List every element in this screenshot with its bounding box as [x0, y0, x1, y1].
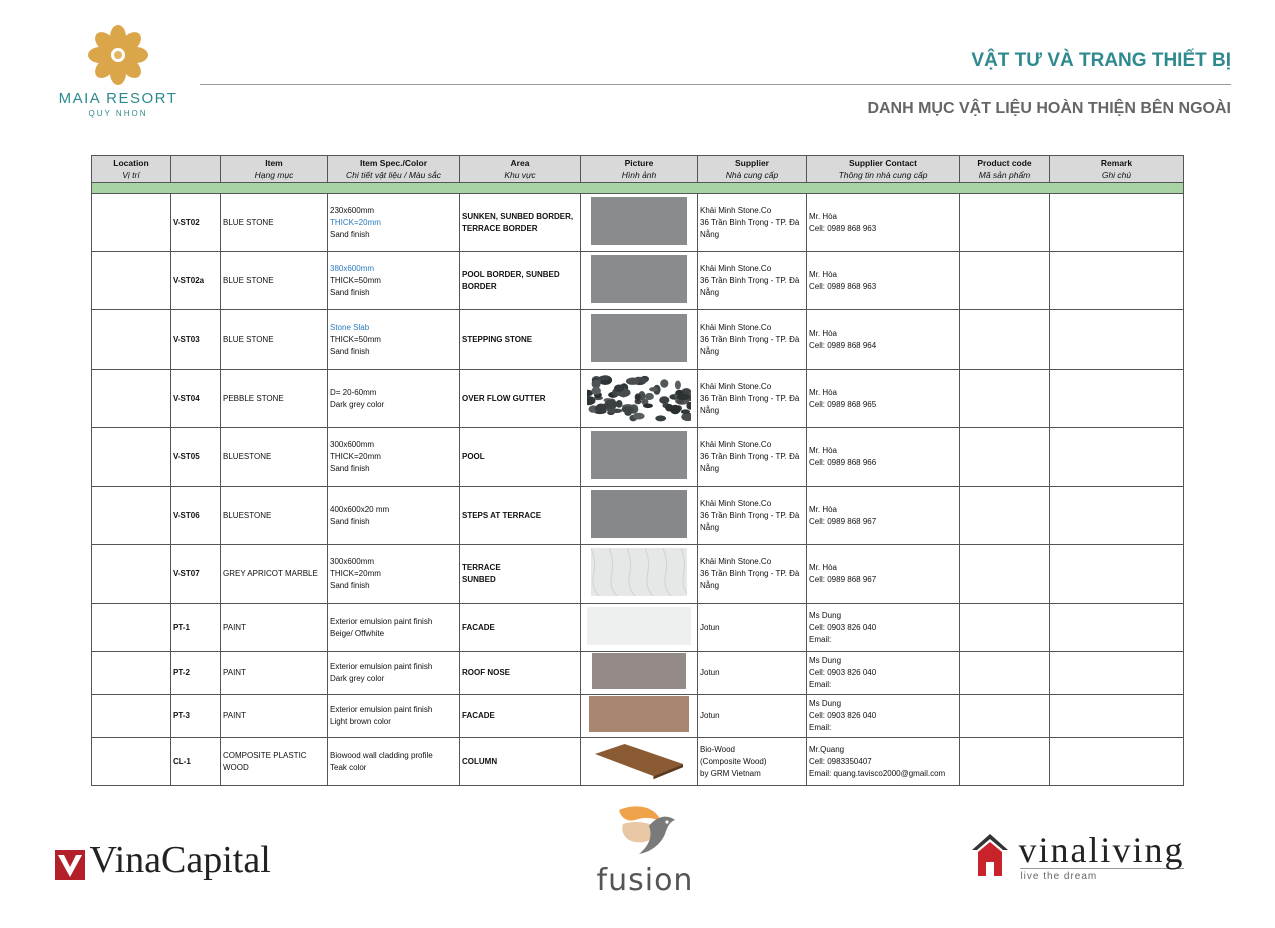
contact-line: Email:: [809, 634, 832, 644]
contact-line: Mr.Quang: [809, 744, 845, 754]
code-cell: V-ST04: [171, 370, 221, 428]
spec-line: 380x600mm: [330, 263, 375, 273]
contact-line: Cell: 0983350407: [809, 756, 872, 766]
contact-line: Cell: 0903 826 040: [809, 622, 877, 632]
supplier-line: Nẵng: [700, 405, 720, 415]
supplier-line: 36 Trần Bình Trọng - TP. Đà: [700, 334, 800, 344]
supplier-cell: [698, 252, 807, 310]
remark-cell: [1050, 695, 1184, 738]
fusion-text: fusion: [596, 863, 694, 898]
product-code-cell: [960, 370, 1050, 428]
contact-line: Ms Dung: [809, 610, 842, 620]
stone-swatch-icon: [591, 197, 687, 245]
column-header: [581, 156, 698, 183]
supplier-line: Nẵng: [700, 581, 720, 590]
remark-cell: [1050, 428, 1184, 487]
supplier-line: Khải Minh Stone.Co: [700, 381, 772, 391]
spec-line: Light brown color: [330, 717, 391, 726]
column-header-vi: Nhà cung cấp: [725, 170, 779, 180]
contact-cell: [807, 487, 960, 545]
supplier-line: Khải Minh Stone.Co: [700, 557, 772, 566]
contact-line: Cell: 0903 826 040: [809, 711, 877, 720]
location-cell: [92, 310, 171, 370]
spec-line: Exterior emulsion paint finish: [330, 705, 433, 714]
item-cell: COMPOSITE PLASTIC WOOD: [221, 738, 328, 786]
remark-cell: [1050, 652, 1184, 695]
area-cell: [460, 487, 581, 545]
supplier-line: Nẵng: [700, 287, 720, 297]
supplier-line: 36 Trần Bình Trọng - TP. Đà: [700, 452, 800, 461]
stone-swatch-icon: [591, 431, 687, 479]
contact-cell: [807, 428, 960, 487]
pebble-swatch-icon: [587, 372, 691, 422]
column-header-vi: Mã sản phẩm: [978, 170, 1031, 180]
table-row: [92, 545, 1184, 604]
item-cell: PEBBLE STONE: [221, 370, 328, 428]
area-cell: [460, 194, 581, 252]
area-cell: [460, 545, 581, 604]
supplier-cell: [698, 428, 807, 487]
location-cell: [92, 428, 171, 487]
column-header: [328, 156, 460, 183]
picture-cell: [581, 310, 698, 370]
supplier-cell: [698, 310, 807, 370]
product-code-cell: [960, 604, 1050, 652]
area-line: SUNKEN, SUNBED BORDER,: [462, 211, 574, 221]
contact-line: Cell: 0989 868 967: [809, 575, 877, 584]
code-cell: PT-3: [171, 695, 221, 738]
remark-cell: [1050, 252, 1184, 310]
product-code-cell: [960, 428, 1050, 487]
picture-cell: [581, 252, 698, 310]
supplier-cell: [698, 194, 807, 252]
supplier-line: (Composite Wood): [700, 756, 767, 766]
picture-cell: [581, 194, 698, 252]
spec-line: Dark grey color: [330, 399, 385, 409]
area-line: STEPS AT TERRACE: [462, 510, 542, 520]
spec-cell: [328, 252, 460, 310]
area-line: POOL BORDER, SUNBED: [462, 269, 560, 279]
location-cell: [92, 738, 171, 786]
supplier-line: Jotun: [700, 711, 720, 720]
contact-cell: [807, 604, 960, 652]
column-header-vi: Khu vực: [504, 170, 536, 180]
item-cell: BLUE STONE: [221, 252, 328, 310]
supplier-line: Nẵng: [700, 229, 720, 239]
vinacapital-logo: [55, 838, 271, 882]
contact-cell: [807, 310, 960, 370]
section-band-cell: [92, 183, 1184, 194]
column-header-vi: Thông tin nhà cung cấp: [838, 170, 928, 180]
area-line: SUNBED: [462, 575, 496, 584]
location-cell: [92, 487, 171, 545]
area-cell: [460, 604, 581, 652]
page-subtitle: DANH MỤC VẬT LIỆU HOÀN THIỆN BÊN NGOÀI: [867, 100, 1231, 117]
spec-cell: [328, 695, 460, 738]
location-cell: [92, 252, 171, 310]
column-header: [221, 156, 328, 183]
column-header-en: Item: [265, 158, 283, 168]
area-line: FACADE: [462, 622, 495, 632]
spec-line: THICK=20mm: [330, 569, 381, 578]
contact-line: Cell: 0989 868 965: [809, 399, 877, 409]
contact-cell: [807, 252, 960, 310]
item-cell: PAINT: [221, 652, 328, 695]
spec-line: Biowood wall cladding profile: [330, 750, 433, 760]
contact-line: Ms Dung: [809, 656, 842, 665]
paint-swatch-icon: [589, 696, 689, 732]
code-cell: V-ST06: [171, 487, 221, 545]
contact-line: Mr. Hòa: [809, 563, 838, 572]
spec-line: Sand finish: [330, 464, 370, 473]
area-line: TERRACE: [462, 563, 501, 572]
item-cell: BLUE STONE: [221, 194, 328, 252]
area-line: TERRACE BORDER: [462, 223, 538, 233]
marble-swatch-icon: [591, 548, 687, 596]
picture-cell: [581, 695, 698, 738]
spec-line: Sand finish: [330, 287, 370, 297]
contact-line: Mr. Hòa: [809, 504, 838, 514]
contact-line: Mr. Hòa: [809, 211, 838, 221]
vinacapital-mark-icon: [55, 850, 85, 880]
brand-name: MAIA RESORT: [58, 90, 178, 107]
code-cell: V-ST02a: [171, 252, 221, 310]
resort-logo: [52, 24, 184, 118]
spec-cell: [328, 370, 460, 428]
spec-cell: [328, 604, 460, 652]
spec-cell: [328, 310, 460, 370]
spec-line: THICK=20mm: [330, 217, 381, 227]
supplier-line: 36 Trần Bình Trọng - TP. Đà: [700, 217, 800, 227]
code-cell: V-ST02: [171, 194, 221, 252]
contact-line: Cell: 0903 826 040: [809, 668, 877, 677]
product-code-cell: [960, 738, 1050, 786]
supplier-cell: [698, 545, 807, 604]
area-line: FACADE: [462, 711, 495, 720]
supplier-line: Khải Minh Stone.Co: [700, 498, 772, 508]
item-cell: BLUE STONE: [221, 310, 328, 370]
spec-line: 300x600mm: [330, 440, 375, 449]
contact-line: Email: quang.tavisco2000@gmail.com: [809, 768, 946, 778]
contact-line: Mr. Hòa: [809, 269, 838, 279]
item-cell: GREY APRICOT MARBLE: [221, 545, 328, 604]
area-cell: [460, 652, 581, 695]
picture-cell: [581, 738, 698, 786]
supplier-line: 36 Trần Bình Trọng - TP. Đà: [700, 569, 800, 578]
product-code-cell: [960, 252, 1050, 310]
column-header: [460, 156, 581, 183]
contact-cell: [807, 652, 960, 695]
spec-cell: [328, 545, 460, 604]
picture-cell: [581, 428, 698, 487]
supplier-line: Nẵng: [700, 346, 720, 356]
product-code-cell: [960, 487, 1050, 545]
table-row: [92, 695, 1184, 738]
header-divider: [200, 84, 1231, 85]
area-line: ROOF NOSE: [462, 668, 511, 677]
picture-cell: [581, 370, 698, 428]
contact-line: Ms Dung: [809, 699, 842, 708]
product-code-cell: [960, 310, 1050, 370]
remark-cell: [1050, 194, 1184, 252]
spec-cell: [328, 487, 460, 545]
picture-cell: [581, 652, 698, 695]
location-cell: [92, 695, 171, 738]
supplier-cell: [698, 370, 807, 428]
area-line: BORDER: [462, 281, 497, 291]
spec-line: Teak color: [330, 762, 367, 772]
section-band: [92, 183, 1184, 194]
spec-line: Sand finish: [330, 581, 370, 590]
area-line: OVER FLOW GUTTER: [462, 393, 546, 403]
picture-cell: [581, 487, 698, 545]
column-header-en: Item Spec./Color: [359, 158, 428, 168]
area-cell: [460, 428, 581, 487]
contact-line: Cell: 0989 868 963: [809, 223, 877, 233]
table-row: [92, 604, 1184, 652]
table-row: [92, 194, 1184, 252]
spec-line: Beige/ Offwhite: [330, 628, 385, 638]
picture-cell: [581, 604, 698, 652]
supplier-line: Jotun: [700, 622, 720, 632]
code-cell: V-ST07: [171, 545, 221, 604]
supplier-line: 36 Trần Bình Trọng - TP. Đà: [700, 393, 800, 403]
supplier-line: Nẵng: [700, 464, 720, 473]
contact-cell: [807, 545, 960, 604]
spec-cell: [328, 738, 460, 786]
brand-location: QUY NHON: [88, 109, 148, 118]
supplier-line: Khải Minh Stone.Co: [700, 263, 772, 273]
item-cell: PAINT: [221, 695, 328, 738]
area-line: POOL: [462, 452, 485, 461]
area-line: STEPPING STONE: [462, 334, 533, 344]
column-header: [698, 156, 807, 183]
code-cell: V-ST03: [171, 310, 221, 370]
table-row: [92, 428, 1184, 487]
supplier-line: Bio-Wood: [700, 744, 735, 754]
column-header: [92, 156, 171, 183]
column-header-en: Area: [510, 158, 530, 168]
code-cell: PT-1: [171, 604, 221, 652]
supplier-line: 36 Trần Bình Trọng - TP. Đà: [700, 510, 800, 520]
contact-line: Cell: 0989 868 964: [809, 340, 877, 350]
spec-line: 230x600mm: [330, 205, 375, 215]
supplier-line: Nẵng: [700, 522, 720, 532]
area-cell: [460, 252, 581, 310]
column-header-vi: Vị trí: [122, 170, 140, 180]
spec-line: THICK=50mm: [330, 334, 381, 344]
materials-table: [91, 155, 1184, 786]
stone-swatch-icon: [591, 314, 687, 362]
supplier-cell: [698, 604, 807, 652]
spec-line: THICK=50mm: [330, 275, 381, 285]
product-code-cell: [960, 695, 1050, 738]
item-cell: BLUESTONE: [221, 428, 328, 487]
area-cell: [460, 310, 581, 370]
supplier-cell: [698, 695, 807, 738]
spec-cell: [328, 428, 460, 487]
code-cell: V-ST05: [171, 428, 221, 487]
spec-cell: [328, 194, 460, 252]
fusion-logo: [590, 800, 700, 898]
remark-cell: [1050, 370, 1184, 428]
supplier-line: 36 Trần Bình Trọng - TP. Đà: [700, 275, 800, 285]
product-code-cell: [960, 545, 1050, 604]
spec-line: THICK=20mm: [330, 452, 381, 461]
location-cell: [92, 370, 171, 428]
spec-line: Exterior emulsion paint finish: [330, 662, 433, 671]
column-header-vi: Hình ảnh: [621, 170, 657, 180]
remark-cell: [1050, 604, 1184, 652]
area-cell: [460, 370, 581, 428]
supplier-cell: [698, 487, 807, 545]
area-line: COLUMN: [462, 756, 498, 766]
spec-line: 300x600mm: [330, 557, 375, 566]
column-header-en: Picture: [624, 158, 654, 168]
contact-line: Mr. Hòa: [809, 387, 838, 397]
location-cell: [92, 652, 171, 695]
spec-cell: [328, 652, 460, 695]
contact-line: Cell: 0989 868 963: [809, 281, 877, 291]
product-code-cell: [960, 194, 1050, 252]
contact-cell: [807, 695, 960, 738]
column-header-en: Supplier: [734, 158, 769, 168]
contact-cell: [807, 370, 960, 428]
column-header-en: Product code: [977, 158, 1032, 168]
code-cell: CL-1: [171, 738, 221, 786]
table-row: [92, 652, 1184, 695]
contact-line: Cell: 0989 868 967: [809, 516, 877, 526]
remark-cell: [1050, 487, 1184, 545]
area-cell: [460, 695, 581, 738]
contact-line: Email:: [809, 680, 832, 689]
remark-cell: [1050, 545, 1184, 604]
table-row: [92, 252, 1184, 310]
vinaliving-text: vinaliving: [1018, 830, 1185, 870]
area-cell: [460, 738, 581, 786]
supplier-line: Jotun: [700, 668, 720, 677]
spec-line: Dark grey color: [330, 674, 385, 683]
contact-cell: [807, 738, 960, 786]
table-row: [92, 738, 1184, 786]
vinaliving-tagline: live the dream: [1020, 868, 1184, 882]
spec-line: Sand finish: [330, 516, 370, 526]
stone-swatch-icon: [591, 490, 687, 538]
column-header: [807, 156, 960, 183]
table-header-row: [92, 156, 1184, 183]
paint-swatch-icon: [587, 607, 691, 645]
paint-swatch-icon: [592, 653, 686, 689]
bird-logo-icon: [609, 800, 681, 858]
contact-line: Mr. Hòa: [809, 328, 838, 338]
column-header-vi: Hạng mục: [254, 170, 294, 180]
table-row: [92, 487, 1184, 545]
column-header: [171, 156, 221, 183]
contact-cell: [807, 194, 960, 252]
supplier-line: Khải Minh Stone.Co: [700, 322, 772, 332]
table-row: [92, 370, 1184, 428]
supplier-cell: [698, 738, 807, 786]
remark-cell: [1050, 310, 1184, 370]
table-row: [92, 310, 1184, 370]
stone-swatch-icon: [591, 255, 687, 303]
supplier-line: Khải Minh Stone.Co: [700, 440, 772, 449]
spec-line: 400x600x20 mm: [330, 504, 390, 514]
column-header-vi: Ghi chú: [1101, 170, 1132, 180]
remark-cell: [1050, 738, 1184, 786]
contact-line: Email:: [809, 723, 832, 732]
column-header: [960, 156, 1050, 183]
page-title: VẬT TƯ VÀ TRANG THIẾT BỊ: [971, 50, 1231, 71]
location-cell: [92, 545, 171, 604]
spec-line: D= 20-60mm: [330, 387, 377, 397]
vinacapital-text: VinaCapital: [89, 839, 271, 881]
location-cell: [92, 604, 171, 652]
column-header-en: Location: [113, 158, 149, 168]
column-header-vi: Chi tiết vật liệu / Màu sắc: [346, 170, 441, 180]
spec-line: Stone Slab: [330, 322, 370, 332]
vinaliving-logo: [970, 832, 1184, 882]
item-cell: PAINT: [221, 604, 328, 652]
wood-plank-icon: [591, 740, 687, 780]
product-code-cell: [960, 652, 1050, 695]
supplier-line: Khải Minh Stone.Co: [700, 205, 772, 215]
column-header-en: Supplier Contact: [848, 158, 917, 168]
spec-line: Sand finish: [330, 229, 370, 239]
supplier-line: by GRM Vietnam: [700, 768, 761, 778]
house-logo-icon: [970, 832, 1010, 878]
flower-logo-icon: [87, 24, 149, 86]
column-header: [1050, 156, 1184, 183]
picture-cell: [581, 545, 698, 604]
supplier-cell: [698, 652, 807, 695]
column-header-en: Remark: [1100, 158, 1133, 168]
code-cell: PT-2: [171, 652, 221, 695]
location-cell: [92, 194, 171, 252]
contact-line: Mr. Hòa: [809, 446, 838, 455]
spec-line: Exterior emulsion paint finish: [330, 616, 433, 626]
item-cell: BLUESTONE: [221, 487, 328, 545]
spec-line: Sand finish: [330, 346, 370, 356]
contact-line: Cell: 0989 868 966: [809, 458, 877, 467]
